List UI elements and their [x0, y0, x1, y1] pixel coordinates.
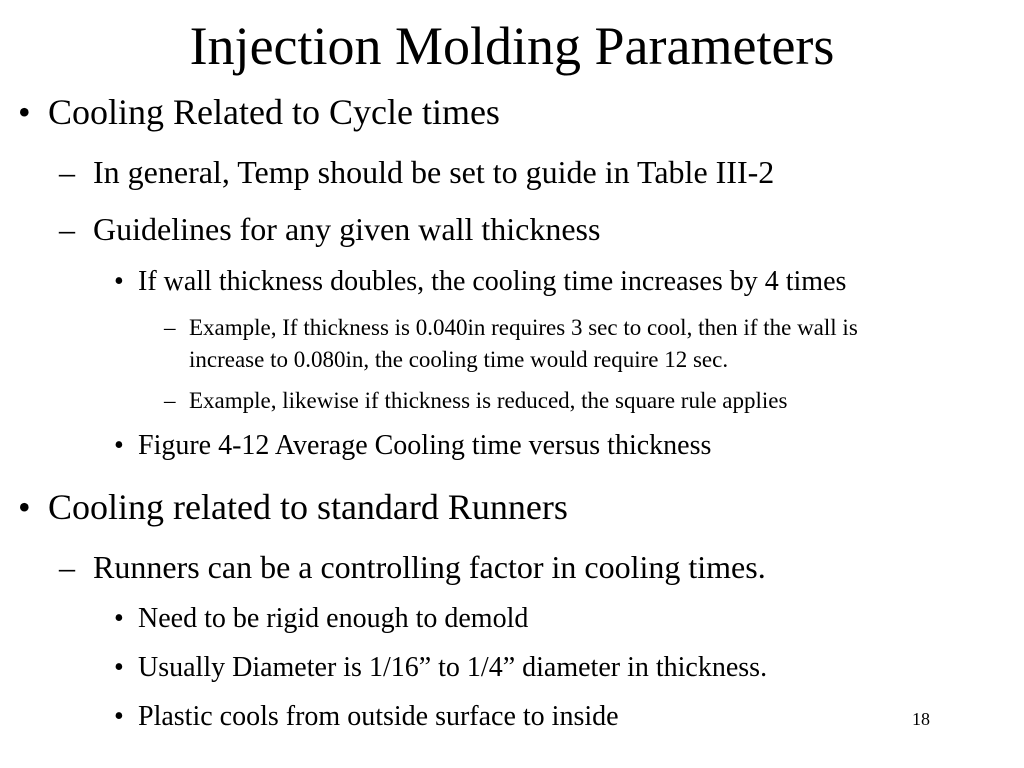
- bullet-marker: •: [114, 266, 124, 297]
- point-diameter-range: [114, 651, 768, 685]
- point-figure-reference: [114, 429, 712, 463]
- subbullet-temp-guide: [59, 153, 775, 191]
- dash-marker: –: [164, 315, 176, 340]
- bullet-cooling-runners: [18, 486, 568, 528]
- bullet-marker: •: [114, 652, 124, 683]
- point-text: Plastic cools from outside surface to inside: [138, 701, 619, 732]
- example-square-rule: [164, 384, 788, 418]
- page-number: 18: [912, 709, 930, 729]
- example-thickness-doubling: [164, 311, 858, 345]
- point-text: If wall thickness doubles, the cooling time increases by 4 times: [138, 266, 847, 297]
- example-text: Example, likewise if thickness is reduced, the square rule applies: [189, 388, 788, 413]
- subbullet-wall-thickness-guidelines: [59, 210, 601, 248]
- subbullet-text: Runners can be a controlling factor in cooling times.: [93, 549, 766, 585]
- bullet-marker: •: [18, 487, 31, 527]
- point-plastic-cools: [114, 700, 619, 734]
- bullet-cooling-cycle-times: [18, 91, 500, 133]
- dash-marker: –: [59, 154, 75, 190]
- slide-title: Injection Molding Parameters: [189, 16, 835, 76]
- point-wall-thickness-doubles: [114, 265, 847, 299]
- bullet-marker: •: [114, 603, 124, 634]
- point-text: Need to be rigid enough to demold: [138, 603, 529, 634]
- dash-marker: –: [59, 549, 75, 585]
- subbullet-text: In general, Temp should be set to guide in Table III-2: [93, 154, 775, 190]
- dash-marker: –: [164, 388, 176, 413]
- point-rigid-enough: [114, 602, 529, 636]
- subbullet-text: Guidelines for any given wall thickness: [93, 211, 601, 247]
- example-text-line-1: Example, If thickness is 0.040in requires 3 sec to cool, then if the wall is: [189, 315, 858, 340]
- bullet-marker: •: [18, 92, 31, 132]
- point-text: Figure 4-12 Average Cooling time versus thickness: [138, 430, 712, 461]
- bullet-text: Cooling Related to Cycle times: [48, 92, 500, 132]
- bullet-marker: •: [114, 701, 124, 732]
- bullet-text: Cooling related to standard Runners: [48, 487, 568, 527]
- dash-marker: –: [59, 211, 75, 247]
- point-text: Usually Diameter is 1/16” to 1/4” diameter in thickness.: [138, 652, 768, 683]
- subbullet-runners-controlling-factor: [59, 548, 766, 586]
- example-thickness-doubling-continued: [189, 343, 728, 377]
- example-text-line-2: increase to 0.080in, the cooling time would require 12 sec.: [189, 347, 729, 372]
- bullet-marker: •: [114, 430, 124, 461]
